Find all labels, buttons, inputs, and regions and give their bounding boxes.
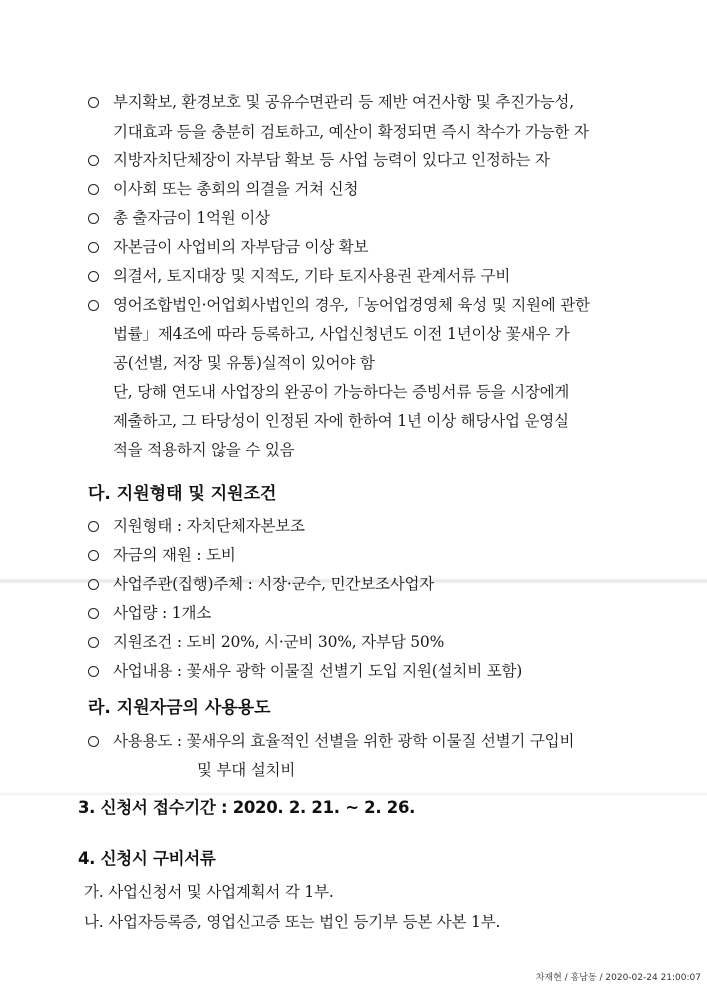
section-heading: 라. 지원자금의 사용용도: [88, 698, 271, 718]
document-list-item: 가. 사업신청서 및 사업계획서 각 1부.: [84, 883, 334, 901]
support-item: 자금의 재원 : 도비: [113, 546, 236, 564]
support-item: 사업내용 : 꽃새우 광학 이물질 선별기 도입 지원(설치비 포함): [113, 662, 523, 680]
requirement-item: 이사회 또는 총회의 의결을 거쳐 신청: [113, 180, 359, 198]
support-item: 지원형태 : 자치단체자본보조: [113, 517, 305, 535]
circle-bullet-icon: [88, 155, 99, 166]
circle-bullet-icon: [88, 550, 99, 561]
requirement-item-continuation: 단, 당해 연도내 사업장의 완공이 가능하다는 증빙서류 등을 시장에게: [113, 383, 570, 401]
requirement-item: 영어조합법인·어업회사법인의 경우,「농어업경영체 육성 및 지원에 관한: [113, 296, 590, 314]
circle-bullet-icon: [88, 242, 99, 253]
circle-bullet-icon: [88, 271, 99, 282]
usage-item-continuation: 및 부대 설치비: [197, 761, 296, 779]
support-item: 사업량 : 1개소: [113, 604, 212, 622]
section-heading: 다. 지원형태 및 지원조건: [88, 484, 277, 504]
circle-bullet-icon: [88, 184, 99, 195]
requirement-item-continuation: 공(선별, 저장 및 유통)실적이 있어야 함: [113, 354, 375, 372]
circle-bullet-icon: [88, 521, 99, 532]
support-item: 지원조건 : 도비 20%, 시·군비 30%, 자부담 50%: [113, 633, 445, 651]
circle-bullet-icon: [88, 213, 99, 224]
circle-bullet-icon: [88, 579, 99, 590]
circle-bullet-icon: [88, 97, 99, 108]
requirement-item-continuation: 법률」제4조에 따라 등록하고, 사업신청년도 이전 1년이상 꽃새우 가: [113, 325, 570, 343]
circle-bullet-icon: [88, 736, 99, 747]
circle-bullet-icon: [88, 300, 99, 311]
section-heading: 3. 신청서 접수기간 : 2020. 2. 21. ~ 2. 26.: [78, 798, 416, 817]
circle-bullet-icon: [88, 666, 99, 677]
requirement-item: 부지확보, 환경보호 및 공유수면관리 등 제반 여건사항 및 추진가능성,: [113, 93, 574, 111]
requirement-item-continuation: 기대효과 등을 충분히 검토하고, 예산이 확정되면 즉시 착수가 가능한 자: [113, 123, 589, 141]
section-heading: 4. 신청시 구비서류: [78, 849, 216, 868]
support-item: 사업주관(집행)주체 : 시장·군수, 민간보조사업자: [113, 575, 435, 593]
requirement-item: 자본금이 사업비의 자부담금 이상 확보: [113, 238, 369, 256]
requirement-item-continuation: 제출하고, 그 타당성이 인정된 자에 한하여 1년 이상 해당사업 운영실: [113, 412, 569, 430]
usage-item: 사용용도 : 꽃새우의 효율적인 선별을 위한 광학 이물질 선별기 구입비: [113, 732, 575, 750]
scan-artifact-line: [0, 792, 707, 796]
requirement-item: 의결서, 토지대장 및 지적도, 기타 토지사용권 관계서류 구비: [113, 267, 511, 285]
document-list-item: 나. 사업자등록증, 영업신고증 또는 법인 등기부 등본 사본 1부.: [84, 913, 501, 931]
circle-bullet-icon: [88, 637, 99, 648]
requirement-item: 총 출자금이 1억원 이상: [113, 209, 270, 227]
requirement-item-continuation: 적을 적용하지 않을 수 있음: [113, 441, 295, 459]
print-stamp: 차재현 / 홍남동 / 2020-02-24 21:00:07: [535, 973, 701, 983]
circle-bullet-icon: [88, 608, 99, 619]
requirement-item: 지방자치단체장이 자부담 확보 등 사업 능력이 있다고 인정하는 자: [113, 151, 550, 169]
